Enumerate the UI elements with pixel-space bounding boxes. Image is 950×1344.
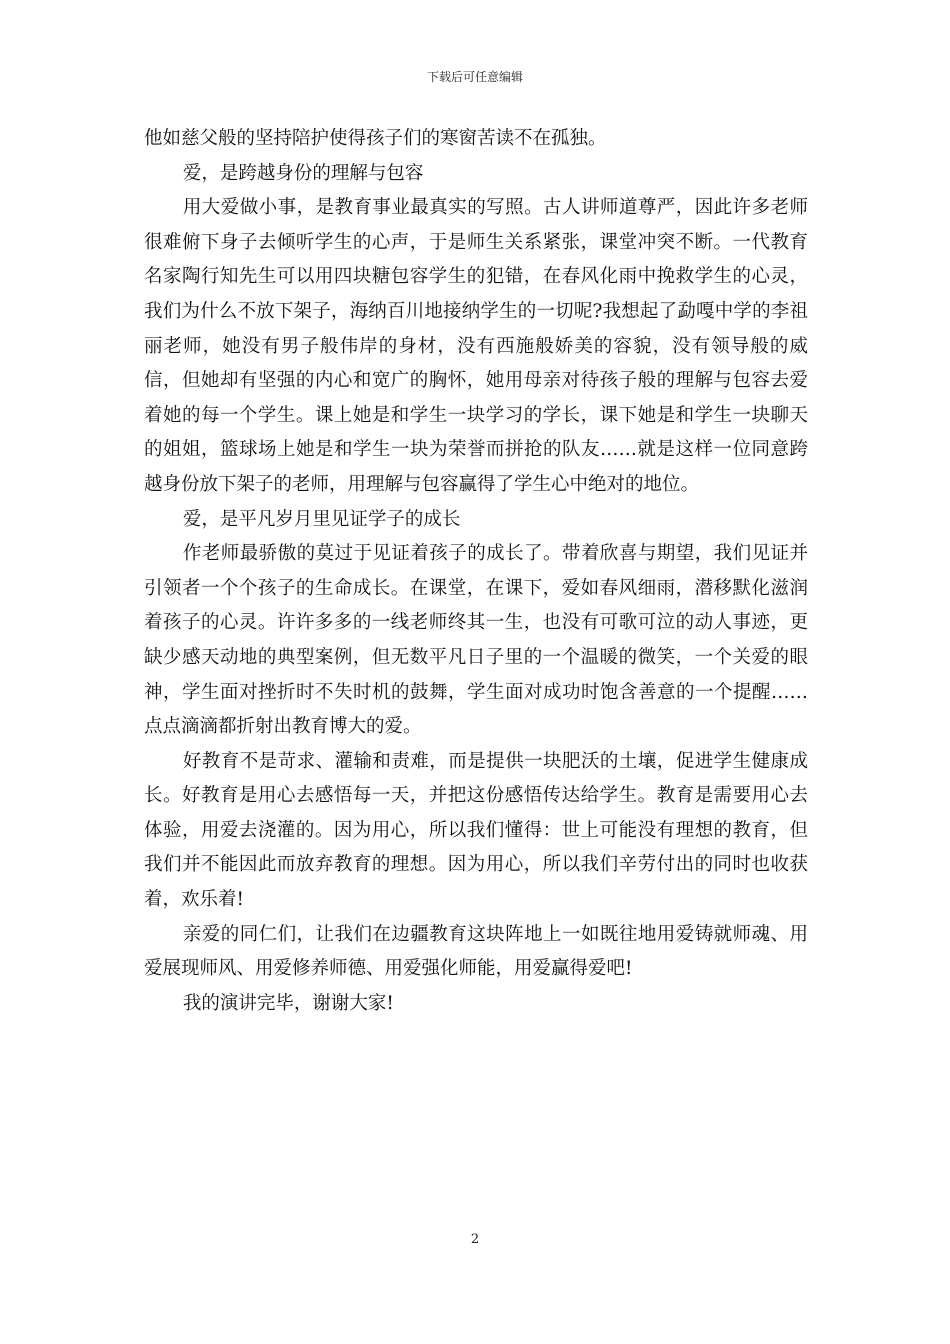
section-heading: 爱，是平凡岁月里见证学子的成长 — [182, 508, 461, 530]
document-body — [144, 122, 808, 1021]
closing-line: 我的演讲完毕，谢谢大家! — [182, 992, 394, 1014]
paragraph: 他如慈父般的坚持陪护使得孩子们的寒窗苦读不在孤独。 — [144, 128, 607, 149]
paragraph: 作老师最骄傲的莫过于见证着孩子的成长了。带着欣喜与期望，我们见证并引领者一个个孩子的生命成长。在课堂，在课下，爱如春风细雨，潜移默化滋润着孩子的心灵。许许多多的一线老师终其一生，也没有可歌可泣的动人事迹，更缺少感天动地的典型案例，但无数平凡日子里的一个温暖的微笑，一个关爱的眼神，学生面对挫折时不失时机的鼓舞，学生面对成功时饱含善意的一个提醒……点点滴滴都折射出教育博大的爱。 — [144, 543, 808, 738]
page-header: 下载后可任意编辑 — [426, 70, 523, 84]
page-number: 2 — [470, 1232, 480, 1247]
paragraph: 用大爱做小事，是教育事业最真实的写照。古人讲师道尊严，因此许多老师很难俯下身子去倾听学生的心声，于是师生关系紧张，课堂冲突不断。一代教育名家陶行知先生可以用四块糖包容学生的犯错，在春风化雨中挽救学生的心灵，我们为什么不放下架子，海纳百川地接纳学生的一切呢?我想起了勐嘎中学的李祖丽老师，她没有男子般伟岸的身材，没有西施般娇美的容貌，没有领导般的威信，但她却有坚强的内心和宽广的胸怀，她用母亲对待孩子般的理解与包容去爱着她的每一个学生。课上她是和学生一块学习的学长，课下她是和学生一块聊天的姐姐，篮球场上她是和学生一块为荣誉而拼抢的队友……就是这样一位同意跨越身份放下架子的老师，用理解与包容赢得了学生心中绝对的地位。 — [144, 197, 808, 495]
paragraph: 好教育不是苛求、灌输和责难，而是提供一块肥沃的土壤，促进学生健康成长。好教育是用心去感悟每一天，并把这份感悟传达给学生。教育是需要用心去体验，用爱去浇灌的。因为用心，所以我们懂得：世上可能没有理想的教育，但我们并不能因此而放弃教育的理想。因为用心，所以我们辛劳付出的同时也收获着，欢乐着! — [144, 750, 808, 911]
section-heading: 爱，是跨越身份的理解与包容 — [182, 162, 424, 184]
paragraph: 亲爱的同仁们，让我们在边疆教育这块阵地上一如既往地用爱铸就师魂、用爱展现师风、用爱修养师德、用爱强化师能，用爱赢得爱吧! — [144, 923, 808, 980]
